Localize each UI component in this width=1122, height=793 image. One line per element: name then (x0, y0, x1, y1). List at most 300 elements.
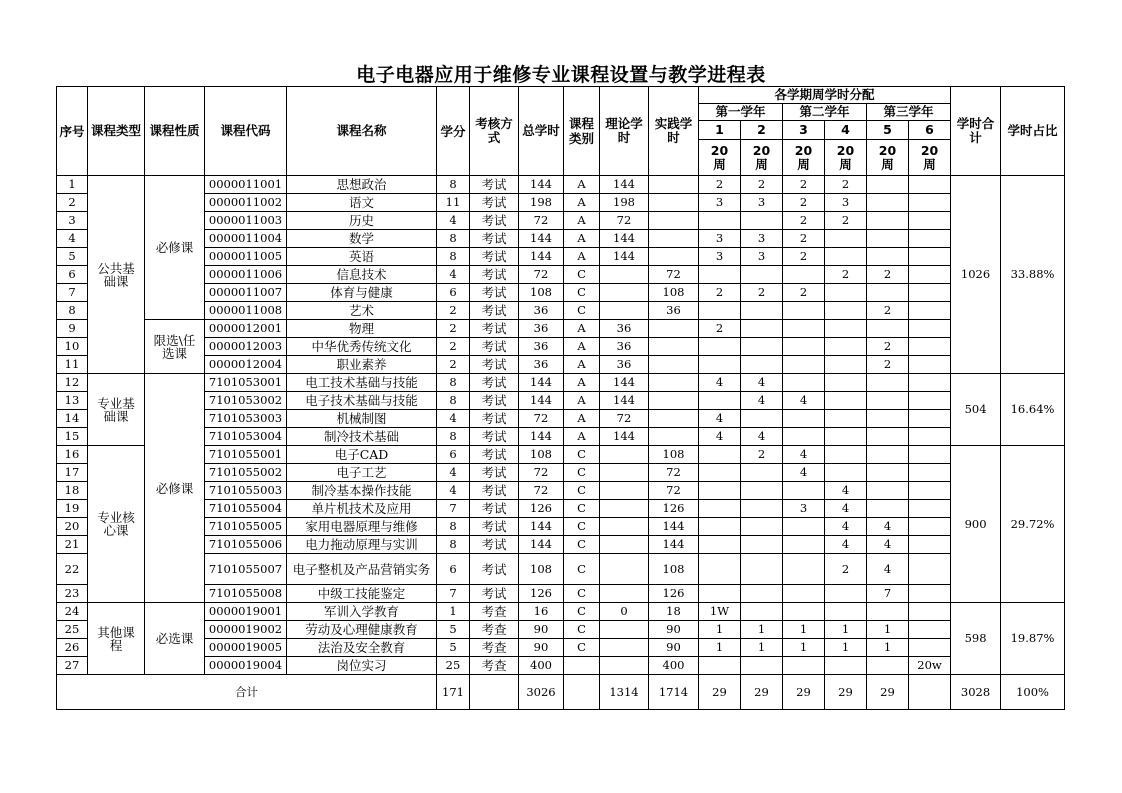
course-code: 7101053001 (205, 374, 287, 392)
course-name: 历史 (287, 212, 437, 230)
course-credit: 8 (437, 518, 470, 536)
course-code: 0000019001 (205, 603, 287, 621)
course-credit: 7 (437, 500, 470, 518)
term-hours (783, 356, 825, 374)
course-theory (600, 585, 649, 603)
table-row (57, 464, 1065, 482)
course-theory: 36 (600, 338, 649, 356)
header-weeks: 20周 (825, 140, 867, 176)
term-hours: 1W (699, 603, 741, 621)
course-code: 7101055004 (205, 500, 287, 518)
course-category: A (564, 356, 600, 374)
course-seq: 12 (57, 374, 88, 392)
course-code: 7101053003 (205, 410, 287, 428)
course-practice (649, 410, 699, 428)
term-hours: 4 (741, 428, 783, 446)
term-hours (699, 446, 741, 464)
course-seq: 27 (57, 657, 88, 675)
term-hours (867, 284, 909, 302)
header-code: 课程代码 (205, 87, 287, 176)
header-nature: 课程性质 (145, 87, 205, 176)
course-total-hours: 90 (519, 639, 564, 657)
term-hours: 3 (741, 248, 783, 266)
table-row (57, 585, 1065, 603)
course-practice: 72 (649, 482, 699, 500)
term-hours (699, 212, 741, 230)
term-hours (783, 266, 825, 284)
course-nature: 限选\任选课 (145, 320, 205, 374)
term-hours: 4 (825, 518, 867, 536)
course-code: 0000011007 (205, 284, 287, 302)
table-row (57, 212, 1065, 230)
course-name: 思想政治 (287, 176, 437, 194)
term-hours (867, 410, 909, 428)
term-hours (741, 657, 783, 675)
table-row (57, 392, 1065, 410)
course-exam: 考试 (470, 410, 519, 428)
course-name: 家用电器原理与维修 (287, 518, 437, 536)
term-hours (825, 338, 867, 356)
term-hours (699, 500, 741, 518)
course-category (564, 657, 600, 675)
term-hours: 3 (699, 248, 741, 266)
course-credit: 1 (437, 603, 470, 621)
term-hours (909, 585, 951, 603)
table-row (57, 248, 1065, 266)
term-hours: 3 (741, 230, 783, 248)
course-code: 0000011004 (205, 230, 287, 248)
term-hours (783, 302, 825, 320)
course-name: 艺术 (287, 302, 437, 320)
course-credit: 8 (437, 374, 470, 392)
course-practice (649, 230, 699, 248)
term-hours: 7 (867, 585, 909, 603)
course-code: 0000019002 (205, 621, 287, 639)
course-name: 电力拖动原理与实训 (287, 536, 437, 554)
term-hours: 4 (783, 392, 825, 410)
course-exam: 考试 (470, 338, 519, 356)
term-hours (783, 374, 825, 392)
term-hours: 2 (783, 176, 825, 194)
course-total-hours: 108 (519, 446, 564, 464)
course-exam: 考试 (470, 248, 519, 266)
term-hours (741, 338, 783, 356)
header-weeks: 20周 (783, 140, 825, 176)
course-code: 7101053004 (205, 428, 287, 446)
course-seq: 24 (57, 603, 88, 621)
course-nature: 必修课 (145, 176, 205, 320)
course-total-hours: 16 (519, 603, 564, 621)
course-exam: 考试 (470, 212, 519, 230)
course-theory: 36 (600, 320, 649, 338)
course-theory: 144 (600, 428, 649, 446)
course-category: C (564, 266, 600, 284)
course-category: A (564, 248, 600, 266)
header-term: 4 (825, 121, 867, 140)
term-hours: 2 (741, 176, 783, 194)
course-total-hours: 144 (519, 518, 564, 536)
course-total-hours: 144 (519, 374, 564, 392)
course-name: 法治及安全教育 (287, 639, 437, 657)
course-seq: 1 (57, 176, 88, 194)
course-category: A (564, 338, 600, 356)
course-credit: 6 (437, 446, 470, 464)
course-exam: 考查 (470, 621, 519, 639)
term-hours (825, 284, 867, 302)
course-total-hours: 72 (519, 464, 564, 482)
term-hours (909, 500, 951, 518)
course-credit: 2 (437, 302, 470, 320)
term-hours (699, 266, 741, 284)
course-seq: 17 (57, 464, 88, 482)
course-practice: 108 (649, 284, 699, 302)
course-practice: 400 (649, 657, 699, 675)
term-hours: 2 (783, 284, 825, 302)
term-hours (699, 338, 741, 356)
course-name: 劳动及心理健康教育 (287, 621, 437, 639)
course-practice: 126 (649, 585, 699, 603)
course-theory (600, 621, 649, 639)
course-total-hours: 108 (519, 284, 564, 302)
course-name: 中级工技能鉴定 (287, 585, 437, 603)
term-hours: 4 (741, 374, 783, 392)
term-hours (867, 392, 909, 410)
term-hours (783, 518, 825, 536)
table-header (57, 87, 1065, 176)
term-hours: 2 (825, 266, 867, 284)
course-credit: 4 (437, 410, 470, 428)
course-exam: 考查 (470, 639, 519, 657)
course-credit: 8 (437, 536, 470, 554)
course-category: C (564, 500, 600, 518)
course-name: 信息技术 (287, 266, 437, 284)
course-seq: 10 (57, 338, 88, 356)
term-hours: 2 (867, 356, 909, 374)
term-hours (783, 320, 825, 338)
course-category: A (564, 410, 600, 428)
total-term: 29 (867, 675, 909, 710)
course-category: C (564, 639, 600, 657)
total-credit: 171 (437, 675, 470, 710)
header-year-1: 第一学年 (699, 104, 783, 121)
course-category: C (564, 482, 600, 500)
term-hours: 4 (825, 482, 867, 500)
term-hours: 2 (699, 176, 741, 194)
course-credit: 11 (437, 194, 470, 212)
term-hours (741, 585, 783, 603)
header-exam: 考核方式 (470, 87, 519, 176)
course-total-hours: 144 (519, 248, 564, 266)
course-category: A (564, 212, 600, 230)
term-hours (699, 392, 741, 410)
course-credit: 4 (437, 482, 470, 500)
term-hours (741, 266, 783, 284)
course-type: 专业核心课 (88, 446, 145, 603)
term-hours (783, 554, 825, 585)
term-hours (867, 446, 909, 464)
term-hours (867, 320, 909, 338)
course-practice: 36 (649, 302, 699, 320)
total-theory: 1314 (600, 675, 649, 710)
course-category: A (564, 392, 600, 410)
total-term (909, 675, 951, 710)
term-hours: 4 (699, 428, 741, 446)
term-hours: 2 (867, 338, 909, 356)
course-seq: 23 (57, 585, 88, 603)
term-hours: 2 (825, 176, 867, 194)
term-hours (867, 657, 909, 675)
course-exam: 考试 (470, 266, 519, 284)
table-row (57, 338, 1065, 356)
term-hours: 1 (699, 621, 741, 639)
course-name: 单片机技术及应用 (287, 500, 437, 518)
term-hours: 4 (741, 392, 783, 410)
term-hours: 3 (699, 230, 741, 248)
course-credit: 4 (437, 464, 470, 482)
course-category: A (564, 428, 600, 446)
term-hours (783, 482, 825, 500)
course-practice: 72 (649, 464, 699, 482)
term-hours: 20w (909, 657, 951, 675)
course-category: C (564, 518, 600, 536)
table-row (57, 482, 1065, 500)
table-row (57, 657, 1065, 675)
table-row (57, 603, 1065, 621)
term-hours: 4 (867, 554, 909, 585)
course-seq: 21 (57, 536, 88, 554)
course-credit: 8 (437, 176, 470, 194)
term-hours: 2 (699, 284, 741, 302)
term-hours (741, 212, 783, 230)
course-exam: 考查 (470, 603, 519, 621)
course-code: 0000011003 (205, 212, 287, 230)
course-total-hours: 36 (519, 302, 564, 320)
total-category (564, 675, 600, 710)
course-credit: 6 (437, 554, 470, 585)
table-body (57, 176, 1065, 675)
course-exam: 考试 (470, 554, 519, 585)
table-row (57, 374, 1065, 392)
term-hours (825, 585, 867, 603)
course-total-hours: 144 (519, 392, 564, 410)
course-total-hours: 72 (519, 212, 564, 230)
course-seq: 18 (57, 482, 88, 500)
course-practice (649, 356, 699, 374)
course-credit: 25 (437, 657, 470, 675)
course-theory (600, 482, 649, 500)
course-nature: 必选课 (145, 603, 205, 675)
course-seq: 9 (57, 320, 88, 338)
term-hours (741, 320, 783, 338)
header-term: 1 (699, 121, 741, 140)
term-hours: 1 (867, 639, 909, 657)
term-hours (741, 482, 783, 500)
term-hours (867, 176, 909, 194)
course-credit: 8 (437, 248, 470, 266)
term-hours (699, 536, 741, 554)
term-hours: 2 (867, 302, 909, 320)
table-row (57, 500, 1065, 518)
term-hours (741, 464, 783, 482)
course-theory (600, 657, 649, 675)
term-hours (909, 302, 951, 320)
term-hours: 2 (783, 230, 825, 248)
term-hours: 3 (741, 194, 783, 212)
term-hours (741, 536, 783, 554)
course-name: 电子工艺 (287, 464, 437, 482)
course-total-hours: 144 (519, 230, 564, 248)
term-hours (909, 230, 951, 248)
table-row (57, 536, 1065, 554)
total-term: 29 (741, 675, 783, 710)
course-code: 0000012004 (205, 356, 287, 374)
course-exam: 考试 (470, 176, 519, 194)
course-practice (649, 248, 699, 266)
term-hours (825, 428, 867, 446)
term-hours (909, 356, 951, 374)
header-category: 课程类别 (564, 87, 600, 176)
term-hours: 3 (825, 194, 867, 212)
course-name: 中华优秀传统文化 (287, 338, 437, 356)
course-credit: 4 (437, 266, 470, 284)
course-theory (600, 284, 649, 302)
term-hours: 2 (783, 212, 825, 230)
term-hours: 2 (783, 194, 825, 212)
term-hours (909, 536, 951, 554)
page-title: 电子电器应用于维修专业课程设置与教学进程表 (356, 64, 766, 86)
course-credit: 7 (437, 585, 470, 603)
term-hours (909, 464, 951, 482)
term-hours (741, 356, 783, 374)
course-name: 物理 (287, 320, 437, 338)
course-seq: 4 (57, 230, 88, 248)
term-hours (909, 554, 951, 585)
course-practice: 126 (649, 500, 699, 518)
term-hours (741, 603, 783, 621)
term-hours (909, 410, 951, 428)
course-category: C (564, 302, 600, 320)
group-ratio: 33.88% (1001, 176, 1065, 374)
course-name: 机械制图 (287, 410, 437, 428)
term-hours (867, 482, 909, 500)
course-seq: 7 (57, 284, 88, 302)
group-ratio: 16.64% (1001, 374, 1065, 446)
course-practice (649, 392, 699, 410)
course-credit: 8 (437, 230, 470, 248)
course-theory (600, 500, 649, 518)
term-hours (825, 657, 867, 675)
course-exam: 考试 (470, 446, 519, 464)
course-total-hours: 144 (519, 428, 564, 446)
term-hours (783, 338, 825, 356)
course-code: 7101055003 (205, 482, 287, 500)
header-year-3: 第三学年 (867, 104, 951, 121)
term-hours (909, 639, 951, 657)
term-hours (825, 410, 867, 428)
term-hours: 4 (783, 446, 825, 464)
course-theory (600, 639, 649, 657)
course-credit: 8 (437, 392, 470, 410)
course-total-hours: 72 (519, 410, 564, 428)
term-hours: 1 (825, 621, 867, 639)
course-credit: 2 (437, 338, 470, 356)
course-exam: 考试 (470, 482, 519, 500)
course-exam: 考试 (470, 356, 519, 374)
course-exam: 考试 (470, 392, 519, 410)
course-category: A (564, 176, 600, 194)
term-hours (825, 392, 867, 410)
course-seq: 26 (57, 639, 88, 657)
course-seq: 15 (57, 428, 88, 446)
total-practice: 1714 (649, 675, 699, 710)
term-hours (909, 284, 951, 302)
header-term: 5 (867, 121, 909, 140)
course-theory: 72 (600, 410, 649, 428)
term-hours (909, 428, 951, 446)
course-credit: 2 (437, 320, 470, 338)
course-seq: 8 (57, 302, 88, 320)
term-hours (699, 302, 741, 320)
course-total-hours: 72 (519, 266, 564, 284)
table-row (57, 410, 1065, 428)
course-exam: 考试 (470, 284, 519, 302)
course-category: C (564, 464, 600, 482)
term-hours (909, 266, 951, 284)
header-seq: 序号 (57, 87, 88, 176)
header-hours-sum: 学时合计 (951, 87, 1001, 176)
term-hours (699, 356, 741, 374)
course-category: C (564, 536, 600, 554)
course-theory: 0 (600, 603, 649, 621)
course-code: 0000011005 (205, 248, 287, 266)
term-hours: 4 (783, 464, 825, 482)
course-code: 0000011001 (205, 176, 287, 194)
course-seq: 14 (57, 410, 88, 428)
term-hours (825, 230, 867, 248)
course-practice: 144 (649, 536, 699, 554)
group-hours-sum: 598 (951, 603, 1001, 675)
course-credit: 8 (437, 428, 470, 446)
term-hours (909, 482, 951, 500)
course-seq: 16 (57, 446, 88, 464)
course-total-hours: 36 (519, 356, 564, 374)
header-weeks: 20周 (867, 140, 909, 176)
term-hours (867, 500, 909, 518)
course-code: 0000012001 (205, 320, 287, 338)
term-hours: 1 (741, 621, 783, 639)
header-theory: 理论学时 (600, 87, 649, 176)
term-hours (825, 356, 867, 374)
term-hours: 3 (699, 194, 741, 212)
course-code: 0000019005 (205, 639, 287, 657)
term-hours (867, 248, 909, 266)
course-seq: 3 (57, 212, 88, 230)
course-theory (600, 554, 649, 585)
term-hours (741, 410, 783, 428)
course-practice (649, 338, 699, 356)
total-term: 29 (699, 675, 741, 710)
course-total-hours: 72 (519, 482, 564, 500)
term-hours: 1 (825, 639, 867, 657)
course-seq: 20 (57, 518, 88, 536)
course-credit: 5 (437, 639, 470, 657)
course-code: 7101055007 (205, 554, 287, 585)
term-hours (867, 464, 909, 482)
table-row (57, 302, 1065, 320)
term-hours: 1 (867, 621, 909, 639)
term-hours (699, 464, 741, 482)
course-seq: 11 (57, 356, 88, 374)
